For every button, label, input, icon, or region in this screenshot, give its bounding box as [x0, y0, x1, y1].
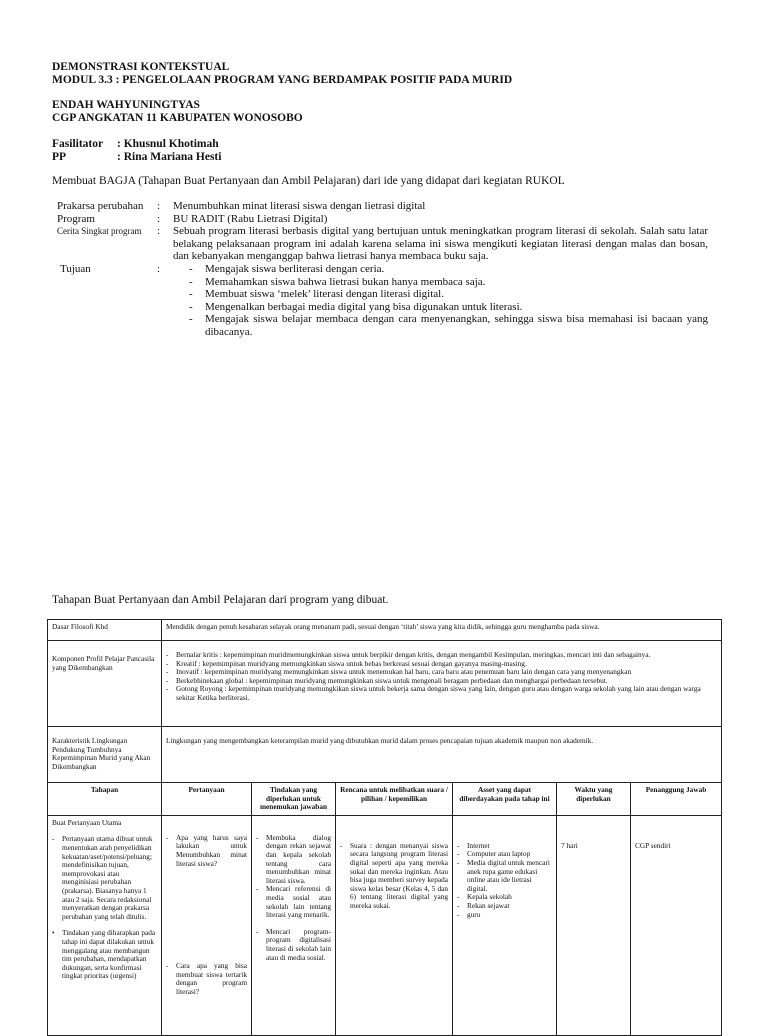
cerita-label: Cerita Singkat program: [57, 226, 142, 237]
cerita-value: Sebuah program literasi berbasis digital yang bertujuan untuk meningkatkan program literasi di sekolah. Salah satu latar belakang pelaksanaan program ini adalah karena selama ini siswa mengikuti kegiatan literasi dengan malas dan bosan, dan kebanyakan menganggap bahwa lietrasi hanya membaca buku saja.: [173, 225, 708, 263]
bagja-table: [47, 619, 722, 1036]
colon: :: [157, 200, 161, 212]
pp-label: PP: [52, 150, 67, 163]
prakarsa-label: Prakarsa perubahan: [57, 200, 144, 212]
table-header-row: [48, 783, 722, 816]
list-item: - Pertanyaan utama dibuat untuk menentukan arah penyelidikan kekuatan/aset/potensi/peluang; mendefinisikan tujuan, memprovokasi atau menginisiasi perubahan (prakarsa). Biasanya hanya 1 atau 2 saja. Secara redaksional menyeratkan dengan prakarsa perubahan yang telah ditulis.: [52, 834, 153, 921]
profil-list: [166, 651, 717, 703]
col-tindakan: Tindakan yang diperlukan untuk menemukan jawaban: [252, 783, 336, 816]
doc-title: DEMONSTRASI KONTEKSTUAL: [52, 61, 230, 73]
filosofi-value: Mendidik dengan penuh kesabaran selayak orang menanam padi, sesuai dengan ‘titah’ siswa yang kita didik, sehingga guru menghamba pada siswa.: [162, 620, 722, 641]
tindakan-list: [256, 834, 331, 962]
list-item: - Computer atau laptop: [457, 849, 531, 859]
list-item: - Mencari referensi di media sosial atau sekolah lain tentang literasi yang menarik.: [256, 884, 331, 920]
list-item: - Membuat siswa ‘melek’ literasi dengan literasi digital.: [189, 288, 444, 301]
karakter-label: Karakteristik Lingkungan Pendukung Tumbuhnya Kepemimpinan Murid yang Akan Dikembangkan: [48, 727, 162, 783]
table-row: [48, 641, 722, 727]
list-item: - Apa yang harus saya lakukan untuk Menumbuhkan minat literasi siswa?: [166, 832, 247, 868]
col-pertanyaan: Pertanyaan: [162, 783, 252, 816]
cgp-batch: CGP ANGKATAN 11 KABUPATEN WONOSOBO: [52, 111, 303, 124]
facilitator-label: Fasilitator: [52, 138, 104, 150]
table-caption: Tahapan Buat Pertanyaan dan Ambil Pelajaran dari program yang dibuat.: [52, 594, 389, 606]
table-row: [48, 727, 722, 783]
col-rencana: Rencana untuk melibatkan suara / pilihan / kepemilikan: [336, 783, 453, 816]
list-item: - Mencari program-program digitalisasi literasi di sekolah lain atau di media sosial.: [256, 926, 331, 962]
list-item: - Mengenalkan berbagai media digital yang bisa digunakan untuk literasi.: [189, 300, 523, 313]
list-item: - Mengajak siswa berliterasi dengan ceria.: [189, 262, 385, 275]
table-row: [48, 815, 722, 1035]
list-item: - Kepala sekolah: [457, 892, 512, 902]
tujuan-label: Tujuan: [60, 262, 91, 275]
program-label: Program: [57, 212, 95, 225]
list-item: - Rekan sejawat: [457, 900, 510, 910]
col-asset: Asset yang dapat diberdayakan pada tahap ini: [453, 783, 557, 816]
colon: :: [157, 212, 161, 225]
list-item: - Suara : dengan menanyai siswa secara langsung program literasi digital seperti apa yang mereka sukai dan mereka inginkan. Atau bisa juga memberi survey kepada siswa kelas besar (Kelas 4, 5 dan 6) tentang literasi digital yang mereka sukai.: [340, 840, 448, 910]
intro-text: Membuat BAGJA (Tahapan Buat Pertanyaan dan Ambil Pelajaran) dari ide yang didapat dari kegiatan RUKOL: [52, 175, 565, 187]
facilitator-block: [52, 138, 221, 163]
list-item: - Inovatif : kepemimpinan muridyang memungkinkan siswa untuk menemukan hal baru, cara baru atau penemuan baru lain dengan cara yang menyenangkan: [166, 667, 632, 677]
facilitator-value: : Khusnul Khotimah: [117, 138, 219, 150]
list-item: - Gotong Royong : kepemimpinan muridyang memungkikan siswa untuk bekerja sama dengan siswa yang lain, dengan guru atau dengan warga sekolah yang lain atau dengan warga sekitar Ketika berliterasi.: [166, 684, 701, 702]
list-item: - Membuka dialog dengan rekan sejawat dan kepala sekolah tentang cara menumbuhkan minat literasi siswa.: [256, 832, 331, 885]
pertanyaan-list: [166, 834, 247, 997]
document-header: [52, 61, 512, 124]
karakter-value: Lingkungan yang mengembangkan keterampilan murid yang dibutuhkan murid dalam proses pencapaian tujuan akademik maupun non akademik.: [162, 727, 722, 783]
tahapan-title: Buat Pertanyaan Utama: [52, 817, 122, 827]
colon: :: [157, 225, 161, 238]
asset-list: [457, 842, 552, 919]
list-item: - Berkebhinekaan global : kepemimpinan muridyang memungkinkan siswa untuk mengenali beragam perbedaan dan menghargai perbedaan tersebut.: [166, 675, 608, 685]
tahapan-list: [52, 835, 157, 981]
list-item: - Internet: [457, 840, 490, 850]
list-item: - Kreatif : kepemimpinan muridyang memungkinkan siswa untuk bebas berkreasi sesuai dengan gayanya masing-masing.: [166, 658, 527, 668]
list-item: - guru: [457, 909, 481, 919]
colon: :: [157, 262, 161, 275]
rencana-list: [340, 842, 448, 911]
col-waktu: Waktu yang diperlukan: [557, 783, 631, 816]
penanggung-value: CGP sendiri: [631, 815, 722, 1035]
list-item: - Bernalar kritis : kepemimpinan muridmemungkinkan siswa untuk berpikir dengan kritis, dengan mengambil Kesimpulan, meringkas, mencari inti dan sebagainya.: [166, 650, 651, 659]
list-item: - Memahamkan siswa bahwa lietrasi bukan hanya membaca saja.: [189, 275, 486, 288]
waktu-value: 7 hari: [557, 815, 631, 1035]
list-item: - Cara apa yang bisa membuat siswa tertarik dengan program literasi?: [166, 961, 247, 996]
author-name: ENDAH WAHYUNINGTYAS: [52, 99, 200, 111]
program-info: [57, 200, 708, 339]
program-value: BU RADIT (Rabu Lietrasi Digital): [173, 212, 328, 225]
list-item: - Media digital untuk mencari anek rupa game edukasi online atau ide lietrasi digital.: [457, 857, 550, 893]
module-title: MODUL 3.3 : PENGELOLAAN PROGRAM YANG BERDAMPAK POSITIF PADA MURID: [52, 73, 513, 86]
list-item: • Tindakan yang diharapkan pada tahap ini dapat dilakukan untuk menggalang atau membangun tim perubahan, mendapatkan dukungan, serta konfirmasi tingkat prioritas (urgensi): [52, 928, 156, 981]
list-item: - Mengajak siswa belajar membaca dengan cara menyenangkan, sehingga siswa bisa memahasi isi bacaan yang dibacanya.: [189, 313, 708, 338]
prakarsa-value: Menumbuhkan minat literasi siswa dengan lietrasi digital: [173, 200, 426, 212]
col-penanggung: Penanggung Jawab: [631, 783, 722, 816]
pp-value: : Rina Mariana Hesti: [117, 150, 222, 163]
profil-label: Komponen Profil Pelajar Pancasila yang Dikembangkan: [48, 641, 162, 727]
tujuan-list: [173, 263, 708, 339]
col-tahapan: Tahapan: [48, 783, 162, 816]
filosofi-label: Dasar Filosofi Khd: [48, 620, 162, 641]
table-row: [48, 620, 722, 641]
